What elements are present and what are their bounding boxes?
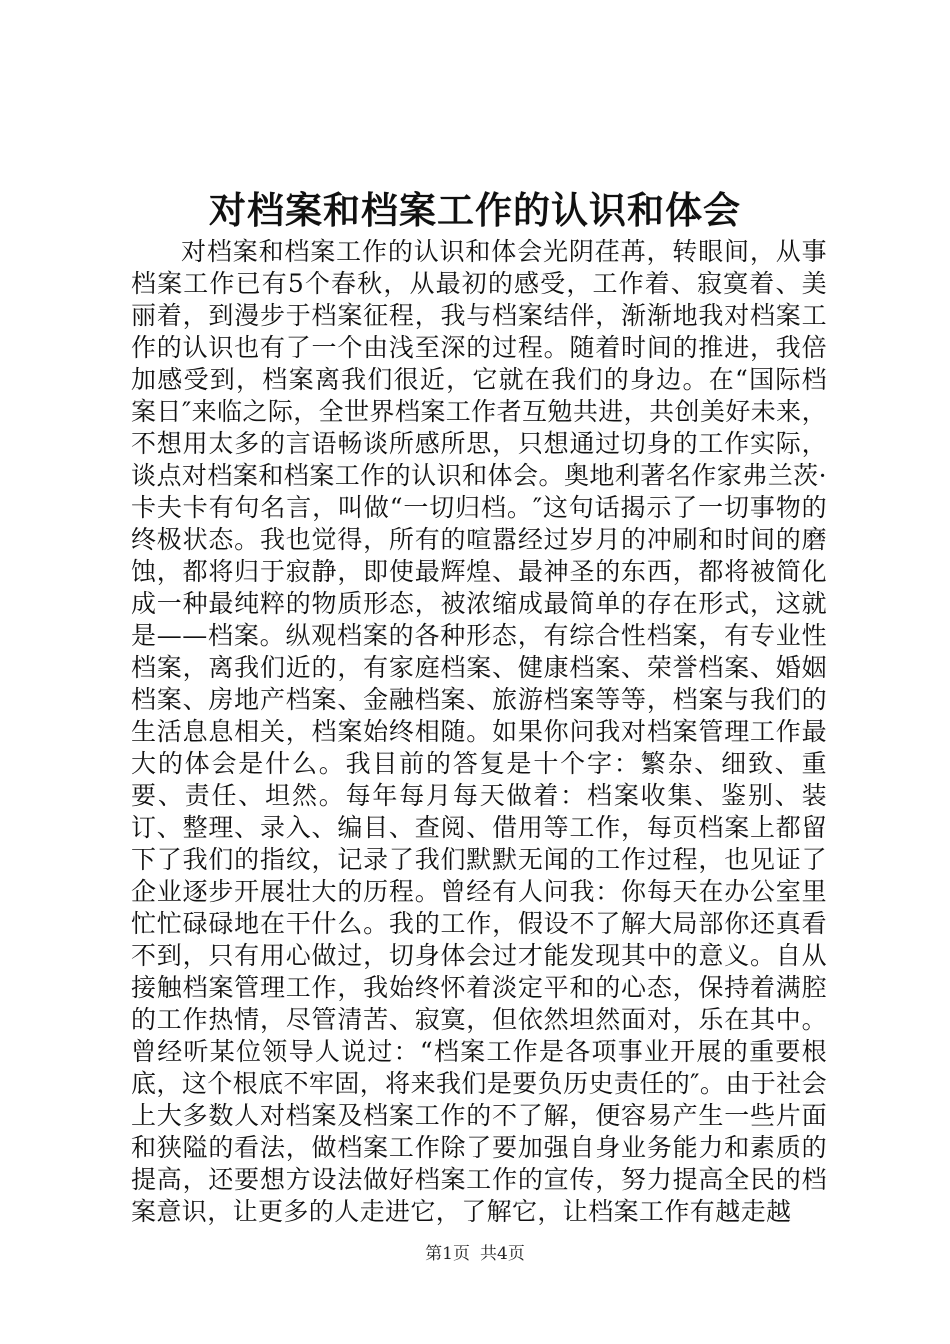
page-number: 第1页 <box>425 1244 470 1264</box>
page-total: 共4页 <box>480 1244 525 1264</box>
document-title: 对档案和档案工作的认识和体会 <box>209 188 741 232</box>
document-body: 对档案和档案工作的认识和体会光阴荏苒，转眼间，从事档案工作已有5个春秋，从最初的感受，工作着、寂寞着、美丽着，到漫步于档案征程，我与档案结伴，渐渐地我对档案工作的认识也有了一个由浅至深的过程。随着时间的推进，我倍加感受到，档案离我们很近，它就在我们的身边。在“国际档案日″来临之际，全世界档案工作者互勉共进，共创美好未来，不想用太多的言语畅谈所感所思，只想通过切身的工作实际，谈点对档案和档案工作的认识和体会。奥地利著名作家弗兰茨·卡夫卡有句名言，叫做“一切归档。″这句话揭示了一切事物的终极状态。我也觉得，所有的喧嚣经过岁月的冲刷和时间的磨蚀，都将归于寂静，即使最辉煌、最神圣的东西，都将被简化成一种最纯粹的物质形态，被浓缩成最简单的存在形式，这就是——档案。纵观档案的各种形态，有综合性档案，有专业性档案，离我们近的，有家庭档案、健康档案、荣誉档案、婚姻档案、房地产档案、金融档案、旅游档案等等，档案与我们的生活息息相关，档案始终相随。如果你问我对档案管理工作最大的体会是什么。我目前的答复是十个字：繁杂、细致、重要、责任、坦然。每年每月每天做着：档案收集、鉴别、装订、整理、录入、编目、查阅、借用等工作，每页档案上都留下了我们的指纹，记录了我们默默无闻的工作过程，也见证了企业逐步开展壮大的历程。曾经有人问我：你每天在办公室里忙忙碌碌地在干什么。我的工作，假设不了解大局部你还真看不到，只有用心做过，切身体会过才能发现其中的意义。自从接触档案管理工作，我始终怀着淡定平和的心态，保持着满腔的工作热情，尽管清苦、寂寞，但依然坦然面对，乐在其中。曾经听某位领导人说过：“档案工作是各项事业开展的重要根底，这个根底不牢固，将来我们是要负历史责任的″。由于社会上大多数人对档案及档案工作的不了解，便容易产生一些片面和狭隘的看法，做档案工作除了要加强自身业务能力和素质的提高，还要想方设法做好档案工作的宣传，努力提高全民的档案意识，让更多的人走进它，了解它，让档案工作有越走越 <box>131 237 827 1226</box>
page-footer <box>0 1242 950 1266</box>
